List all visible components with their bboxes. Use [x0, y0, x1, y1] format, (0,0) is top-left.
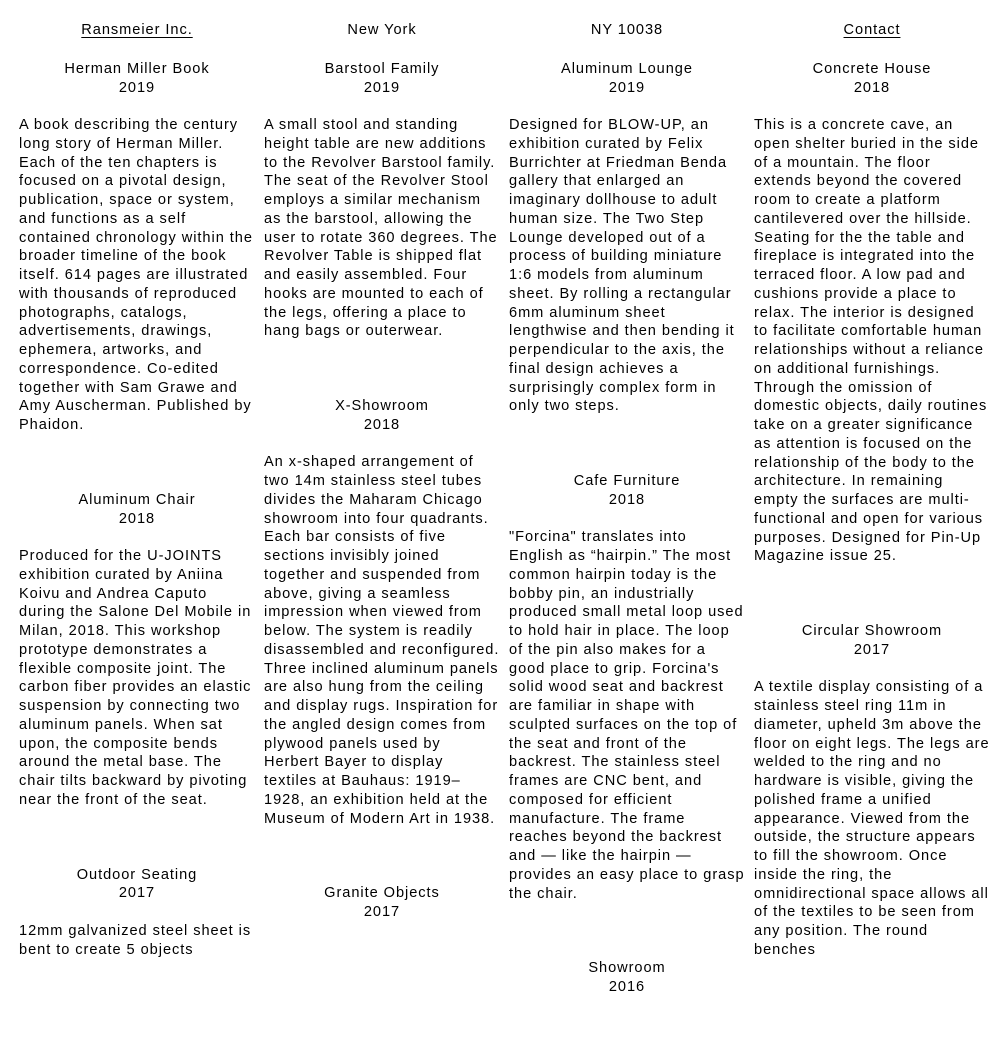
project-description: Designed for BLOW-UP, an exhibition curated by Felix Burrichter at Friedman Benda gallery that enlarged an imaginary dollhouse to adult human size. The Two Step Lounge developed out of a process of building miniature 1:6 models from aluminum sheet. By rolling a rectangular 6mm aluminum sheet lengthwise and then bending it perpendicular to the axis, the final design achieves a surprisingly complex form in only two steps.	[509, 117, 735, 415]
column-4	[754, 21, 990, 1016]
project-year: 2018	[853, 79, 891, 96]
header-city	[264, 21, 500, 40]
project[interactable]	[264, 397, 500, 828]
project[interactable]	[754, 622, 990, 960]
project-title: Aluminum Lounge	[561, 60, 693, 77]
project-title: Herman Miller Book	[64, 60, 210, 77]
project-description: Produced for the U-JOINTS exhibition curated by Aniina Koivu and Andrea Caputo during the Salone Del Mobile in Milan, 2018. This workshop prototype demonstrates a flexible composite joint. The carbon fiber provides an elastic suspension by connecting two aluminum panels. When sat upon, the composite bends around the metal base. The chair tilts backward by pivoting near the front of the seat.	[19, 548, 252, 808]
header-zip	[509, 21, 745, 40]
project[interactable]	[509, 472, 745, 903]
project-description: A textile display consisting of a stainless steel ring 11m in diameter, upheld 3m above the floor on eight legs. The legs are welded to the ring and no hardware is visible, giving the polished frame a unified appearance. Viewed from the outside, the structure appears to fill the showroom. Once inside the ring, the omnidirectional space allows all of the textiles to be seen from any position. The round benches	[754, 679, 990, 958]
project-title: Cafe Furniture	[573, 473, 681, 489]
header-company	[19, 21, 255, 40]
project-year: 2017	[118, 885, 156, 902]
project[interactable]	[509, 959, 745, 997]
project-description: "Forcina" translates into English as “hairpin.” The most common hairpin today is the bobby pin, an industrially produced small metal loop used to hold hair in place. The loop of the pin also makes for a good place to grip. Forcina's solid wood seat and backrest are familiar in shape with sculpted surfaces on the top of the seat and front of the backrest. The stainless steel frames are CNC bent, and composed for efficient manufacture. The frame reaches beyond the backrest and — like the hairpin — provides an easy place to grasp the chair.	[509, 529, 745, 902]
project-title: Aluminum Chair	[78, 491, 196, 508]
header-contact	[754, 21, 990, 40]
project-description: A book describing the century long story of Herman Miller. Each of the ten chapters is focused on a pivotal design, publication, space or system, and functions as a self contained chronology within the broader timeline of the book itself. 614 pages are illustrated with thousands of reproduced photographs, catalogs, advertisements, drawings, ephemera, artworks, and correspondence. Co-edited together with Sam Grawe and Amy Auscherman. Published by Phaidon.	[19, 117, 253, 433]
project[interactable]	[19, 866, 255, 960]
project-title: Showroom	[588, 960, 666, 977]
project-title: Outdoor Seating	[76, 866, 198, 883]
project-year: 2019	[118, 79, 156, 96]
zip-label: NY 10038	[590, 22, 664, 38]
project-title: Circular Showroom	[801, 623, 943, 639]
project-description: This is a concrete cave, an open shelter buried in the side of a mountain. The floor extends beyond the covered room to create a platform cantilevered over the hillside. Seating for the the table and fireplace is integrated into the terraced floor. A low pad and cushions provide a place to relax. The interior is designed to facilitate comfortable human relationships without a reliance on additional furnishings. Through the omission of domestic objects, daily routines take on a greater significance as attention is focused on the relationship of the body to the architecture. In remaining empty the surfaces are multi-functional and open for various purposes. Designed for Pin-Up Magazine issue 25.	[754, 117, 988, 565]
project-title: Barstool Family	[324, 60, 440, 77]
project[interactable]	[264, 884, 500, 922]
project-year: 2019	[608, 79, 646, 96]
project[interactable]	[754, 60, 990, 566]
project[interactable]	[19, 60, 255, 435]
project-title: Granite Objects	[324, 885, 440, 902]
column-1	[19, 21, 255, 1015]
project-year: 2018	[363, 416, 401, 433]
project-year: 2017	[363, 904, 401, 920]
project-year: 2019	[363, 79, 401, 96]
project[interactable]	[19, 491, 255, 810]
column-2	[264, 21, 500, 978]
project-year: 2018	[118, 510, 156, 527]
project-description: A small stool and standing height table are new additions to the Revolver Barstool family. The seat of the Revolver Stool employs a similar mechanism as the barstool, allowing the user to rotate 360 degrees. The Revolver Table is shipped flat and easily assembled. Four hooks are mounted to each of the legs, offering a place to hang bags or outerwear.	[264, 117, 498, 340]
project-description: 12mm galvanized steel sheet is bent to create 5 objects	[19, 922, 252, 958]
project-title: X-Showroom	[335, 398, 429, 414]
project-year: 2018	[608, 491, 646, 508]
city-label: New York	[347, 22, 417, 38]
project-description: An x-shaped arrangement of two 14m stainless steel tubes divides the Maharam Chicago showroom into four quadrants. Each bar consists of five sections invisibly joined together and suspended from above, giving a seamless impression when viewed from below. The system is readily disassembled and reconfigured. Three inclined aluminum panels are also hung from the ceiling and display rugs. Inspiration for the angled design comes from plywood panels used by Herbert Bayer to display textiles at Bauhaus: 1919–1928, an exhibition held at the Museum of Modern Art in 1938.	[264, 454, 500, 827]
project-title: Concrete House	[812, 60, 932, 77]
contact-link[interactable]: Contact	[843, 22, 901, 38]
project-year: 2017	[853, 641, 891, 658]
company-link[interactable]: Ransmeier Inc.	[81, 22, 193, 38]
column-3	[509, 21, 745, 1053]
project[interactable]	[264, 60, 500, 341]
project[interactable]	[509, 60, 745, 416]
project-year: 2016	[608, 979, 646, 995]
